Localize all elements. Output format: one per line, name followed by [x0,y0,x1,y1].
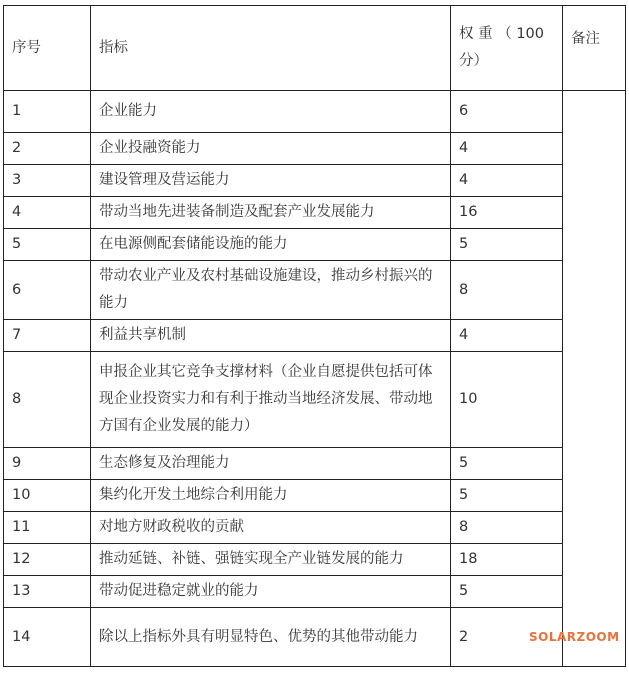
row-no: 6 [4,261,91,320]
row-indicator: 推动延链、补链、强链实现全产业链发展的能力 [91,544,451,576]
row-no: 8 [4,352,91,448]
row-weight: 5 [451,480,563,512]
table-row [4,133,626,165]
row-no: 5 [4,229,91,261]
row-no: 12 [4,544,91,576]
row-weight: 5 [451,229,563,261]
row-weight: 6 [451,91,563,133]
table-row [4,480,626,512]
table-row [4,544,626,576]
row-no: 7 [4,320,91,352]
row-weight: 2 [451,608,563,667]
table-row [4,197,626,229]
row-weight: 8 [451,512,563,544]
table-row [4,352,626,448]
row-no: 2 [4,133,91,165]
header-indicator: 指标 [91,6,451,91]
row-no: 4 [4,197,91,229]
table-row [4,448,626,480]
row-indicator: 生态修复及治理能力 [91,448,451,480]
indicator-weight-table [3,5,626,667]
solarzoom-watermark: SOLARZOOM [529,630,620,644]
table-row [4,165,626,197]
row-weight: 5 [451,576,563,608]
row-no: 11 [4,512,91,544]
row-weight: 5 [451,448,563,480]
row-weight: 16 [451,197,563,229]
row-weight: 4 [451,320,563,352]
header-no: 序号 [4,6,91,91]
row-weight: 4 [451,133,563,165]
row-no: 14 [4,608,91,667]
row-weight: 10 [451,352,563,448]
row-no: 9 [4,448,91,480]
header-note: 备注 [563,6,626,91]
row-indicator: 申报企业其它竞争支撑材料（企业自愿提供包括可体现企业投资实力和有利于推动当地经济发展、带动地方国有企业发展的能力） [91,352,451,448]
row-indicator: 集约化开发土地综合利用能力 [91,480,451,512]
row-weight: 4 [451,165,563,197]
row-indicator: 带动农业产业及农村基础设施建设，推动乡村振兴的能力 [91,261,451,320]
row-no: 10 [4,480,91,512]
header-weight: 权 重 （ 100 分） [451,6,563,91]
table-row [4,91,626,133]
row-weight: 18 [451,544,563,576]
row-indicator: 除以上指标外具有明显特色、优势的其他带动能力 [91,608,451,667]
row-weight: 8 [451,261,563,320]
row-indicator: 带动当地先进装备制造及配套产业发展能力 [91,197,451,229]
table-row [4,576,626,608]
row-indicator: 建设管理及营运能力 [91,165,451,197]
row-indicator: 带动促进稳定就业的能力 [91,576,451,608]
row-indicator: 对地方财政税收的贡献 [91,512,451,544]
table-header-row [4,6,626,91]
row-no: 13 [4,576,91,608]
row-indicator: 利益共享机制 [91,320,451,352]
table-row [4,320,626,352]
table-row [4,512,626,544]
row-no: 3 [4,165,91,197]
row-indicator: 在电源侧配套储能设施的能力 [91,229,451,261]
row-indicator: 企业能力 [91,91,451,133]
table-row [4,229,626,261]
table-row [4,261,626,320]
note-cell [563,91,626,667]
row-no: 1 [4,91,91,133]
row-indicator: 企业投融资能力 [91,133,451,165]
